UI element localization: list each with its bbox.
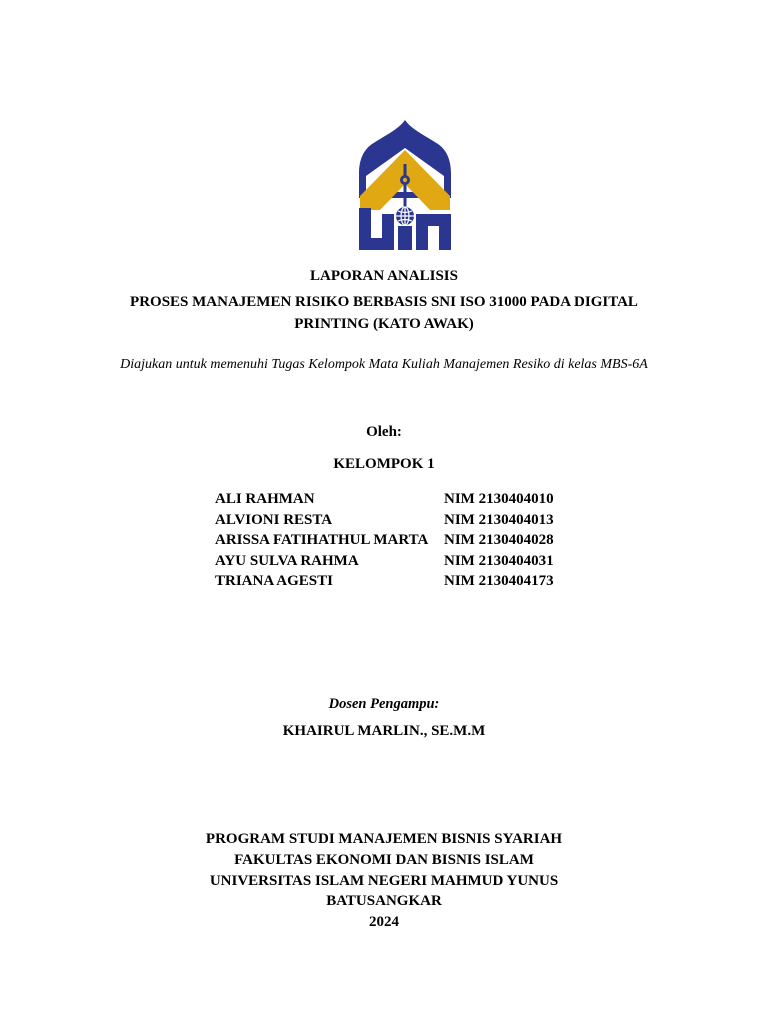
university-name: UNIVERSITAS ISLAM NEGERI MAHMUD YUNUS [209,873,559,889]
member-nim: NIM 2130404013 [444,511,554,528]
logo-letter-u [359,208,394,250]
member-row [215,510,575,531]
lecturer-name: KHAIRUL MARLIN., SE.M.M [282,723,486,739]
member-row [215,530,575,551]
member-name: TRIANA AGESTI [215,573,333,589]
city-name: BATUSANGKAR [326,893,442,909]
report-subtitle: Diajukan untuk memenuhi Tugas Kelompok Mata Kuliah Manajemen Resiko di kelas MBS-6A [120,357,648,372]
member-name: AYU SULVA RAHMA [215,552,359,569]
logo-letter-n [416,214,451,250]
study-program: PROGRAM STUDI MANAJEMEN BISNIS SYARIAH [205,831,563,847]
member-name: ARISSA FATIHATHUL MARTA [215,532,429,548]
member-name: ALI RAHMAN [215,491,315,507]
member-row [215,551,575,572]
member-list [215,489,575,592]
member-nim: NIM 2130404031 [444,552,554,569]
report-type: LAPORAN ANALISIS [310,268,458,284]
by-label: Oleh: [366,424,402,440]
report-title-line-1: PROSES MANAJEMEN RISIKO BERBASIS SNI ISO 31000 PADA DIGITAL [130,294,638,310]
member-nim: NIM 2130404010 [444,491,554,507]
member-row [215,489,575,510]
group-name: KELOMPOK 1 [333,456,435,472]
member-nim: NIM 2130404173 [444,573,554,589]
logo-letter-i [398,226,412,250]
member-row [215,571,575,592]
member-nim: NIM 2130404028 [444,532,554,548]
faculty-name: FAKULTAS EKONOMI DAN BISNIS ISLAM [234,852,534,868]
uin-university-logo-icon [354,118,456,252]
lecturer-label: Dosen Pengampu: [328,696,440,712]
member-name: ALVIONI RESTA [215,511,333,528]
report-year: 2024 [369,914,399,930]
report-title-line-2: PRINTING (KATO AWAK) [294,316,474,332]
